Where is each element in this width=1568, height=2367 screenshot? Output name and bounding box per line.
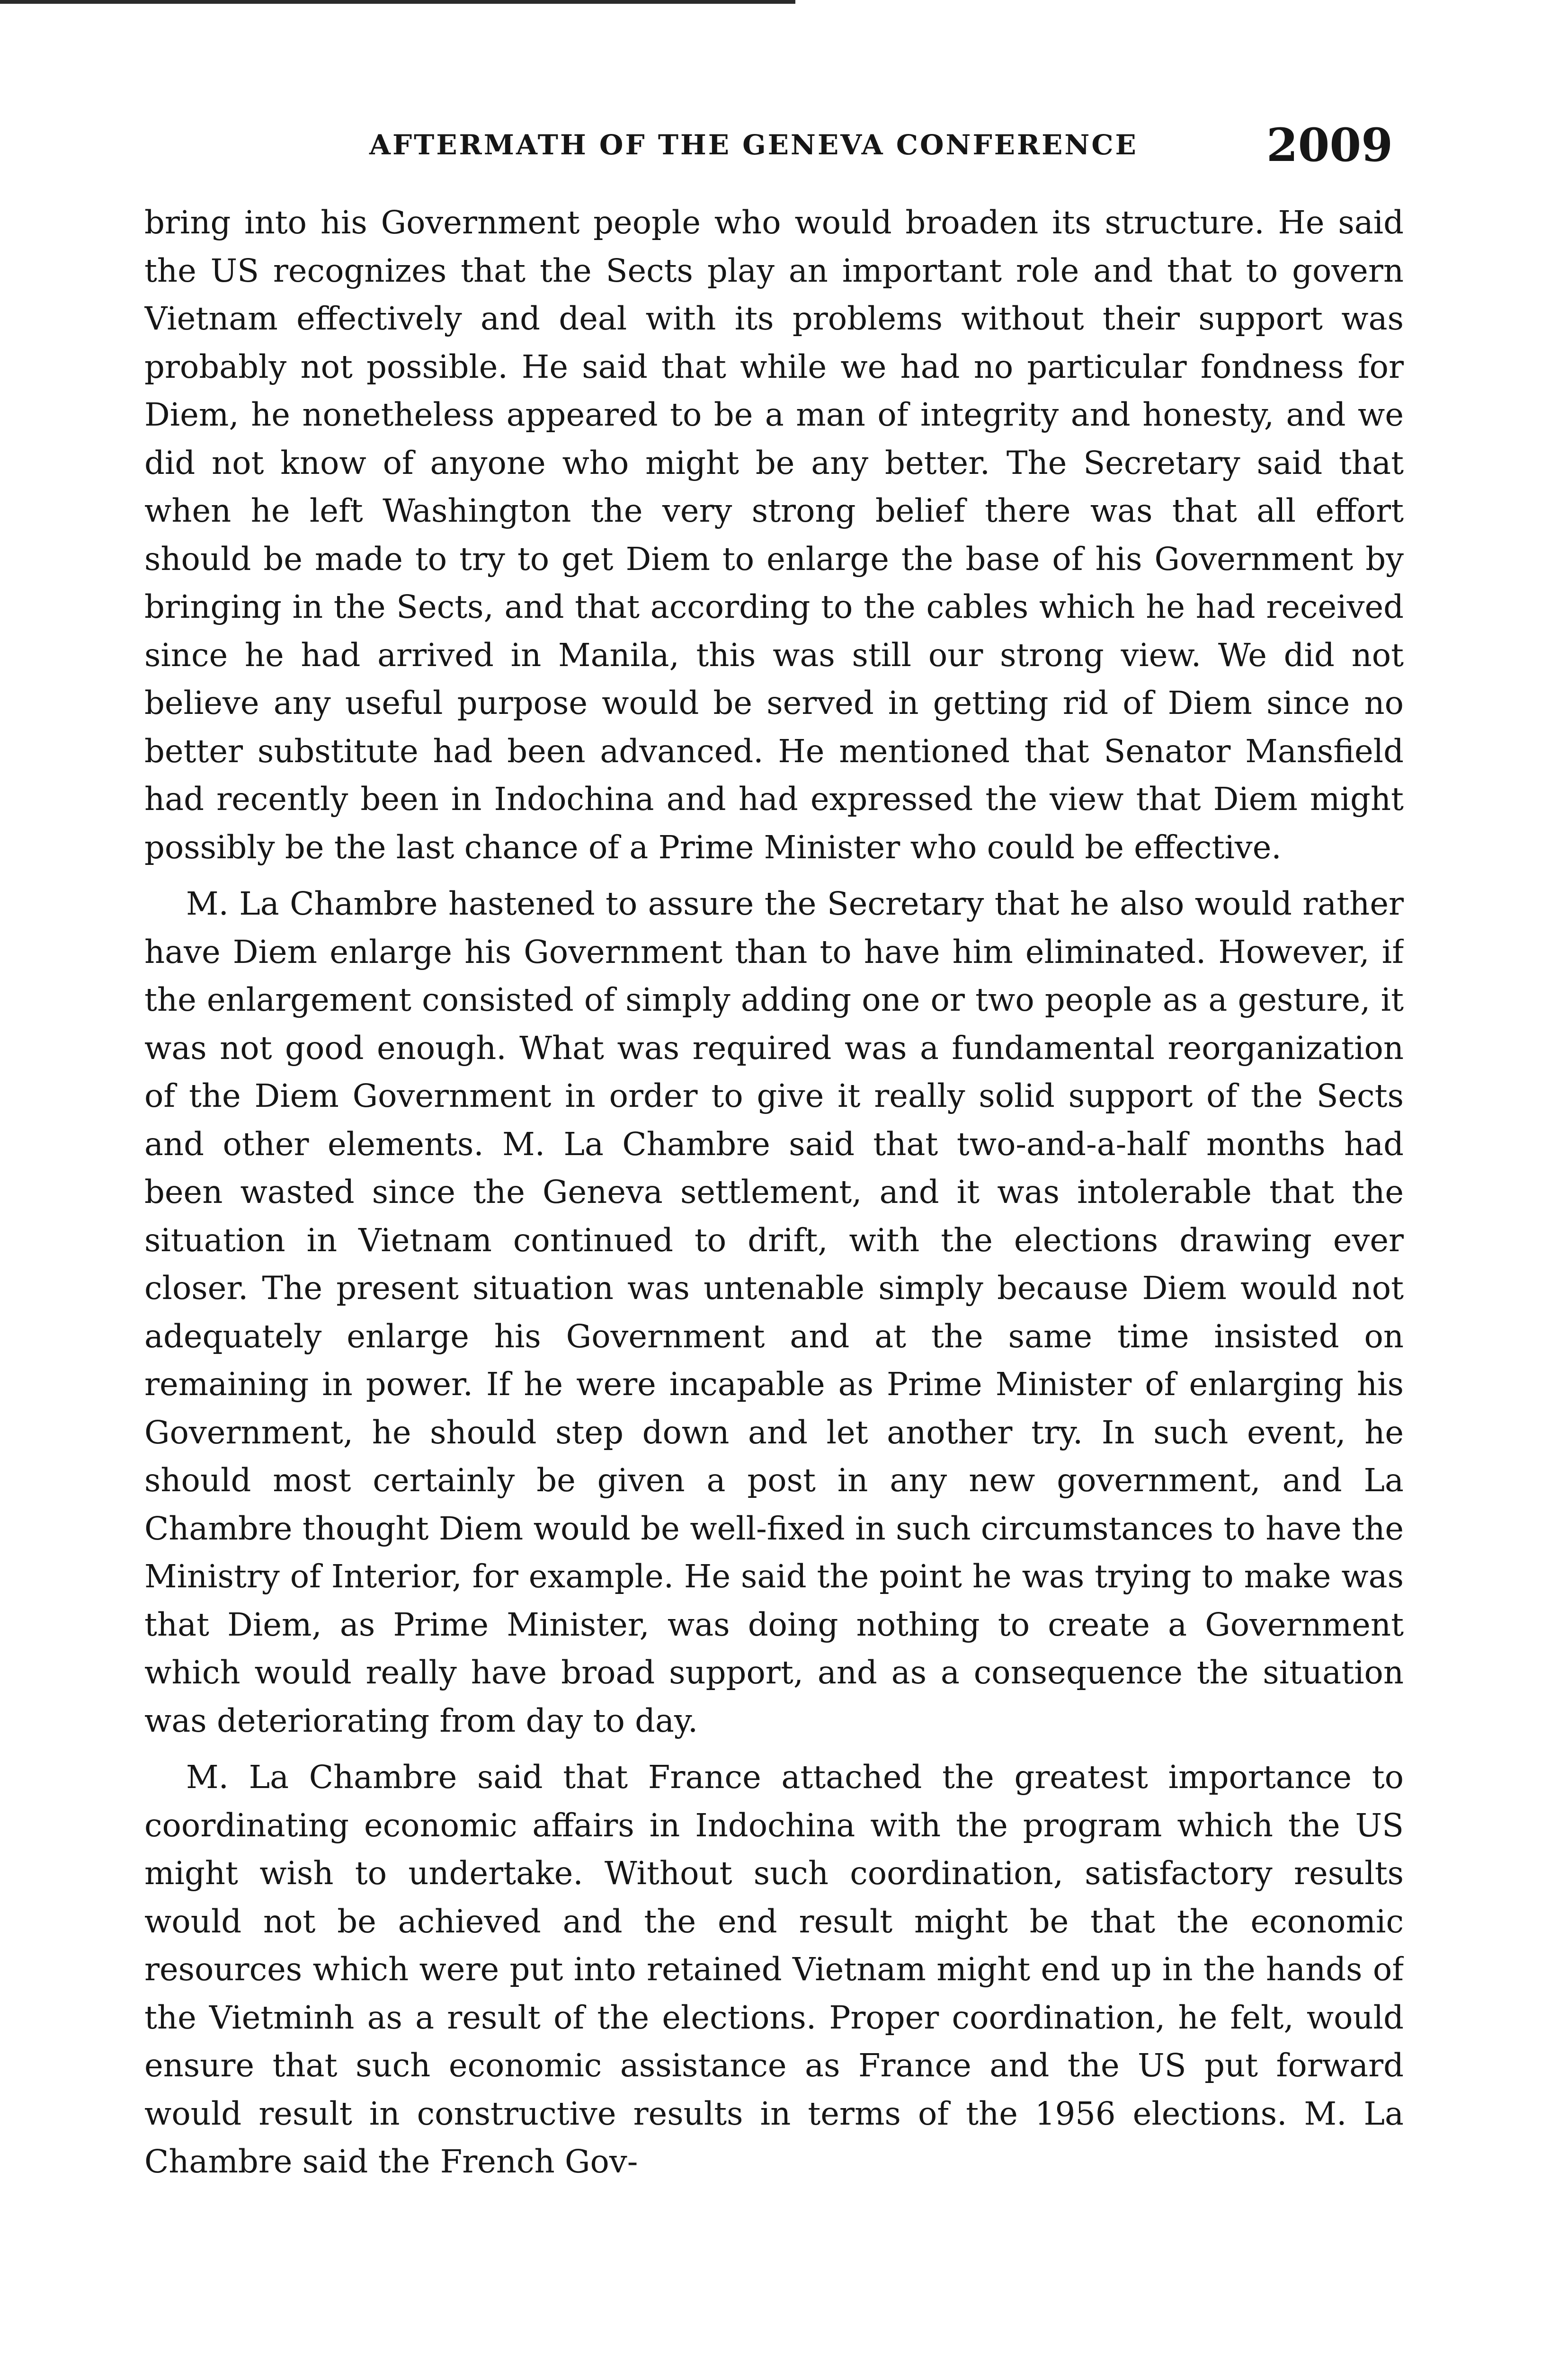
paragraph-3: M. La Chambre said that France attached the greatest importance to coordinating economic affairs in Indochina with the program which the US might wish to undertake. Without such coordination, satisfactory results would not be achieved and the end result might be that the economic resources which were put into retained Vietnam might end up in the hands of the Vietminh as a result of the elections. Proper coordination, he felt, would ensure that such economic assistance as France and the US put forward would result in constructive results in terms of the 1956 elections. M. La Chambre said the French Gov- [144, 1759, 1404, 2180]
paragraph-1: bring into his Government people who would broaden its structure. He said the US recognizes that the Sects play an important role and that to govern Vietnam effectively and deal with its problems without their support was probably not possible. He said that while we had no particular fondness for Diem, he nonetheless appeared to be a man of integrity and honesty, and we did not know of anyone who might be any better. The Secretary said that when he left Washington the very strong belief there was that all effort should be made to try to get Diem to enlarge the base of his Government by bringing in the Sects, and that according to the cables which he had received since he had arrived in Manila, this was still our strong view. We did not believe any useful purpose would be served in getting rid of Diem since no better substitute had been advanced. He mentioned that Senator Mansfield had recently been in Indochina and had expressed the view that Diem might possibly be the last chance of a Prime Minister who could be effective. [144, 204, 1404, 866]
page-number: 2009 [1266, 118, 1393, 172]
body-text [144, 199, 1404, 2367]
paragraph-2: M. La Chambre hastened to assure the Secretary that he also would rather have Diem enlarge his Government than to have him eliminated. However, if the enlargement consisted of simply adding one or two people as a gesture, it was not good enough. What was required was a fundamental reorganization of the Diem Government in order to give it really solid support of the Sects and other elements. M. La Chambre said that two-and-a-half months had been wasted since the Geneva settlement, and it was intolerable that the situation in Vietnam continued to drift, with the elections drawing ever closer. The present situation was untenable simply because Diem would not adequately enlarge his Government and at the same time insisted on remaining in power. If he were incapable as Prime Minister of enlarging his Government, he should step down and let another try. In such event, he should most certainly be given a post in any new government, and La Chambre thought Diem would be well-fixed in such circumstances to have the Ministry of Interior, for example. He said the point he was trying to make was that Diem, as Prime Minister, was doing nothing to create a Government which would really have broad support, and as a consequence the situation was deteriorating from day to day. [144, 885, 1404, 1739]
top-scan-rule [0, 0, 795, 4]
running-head-title: AFTERMATH OF THE GENEVA CONFERENCE [369, 129, 1138, 161]
